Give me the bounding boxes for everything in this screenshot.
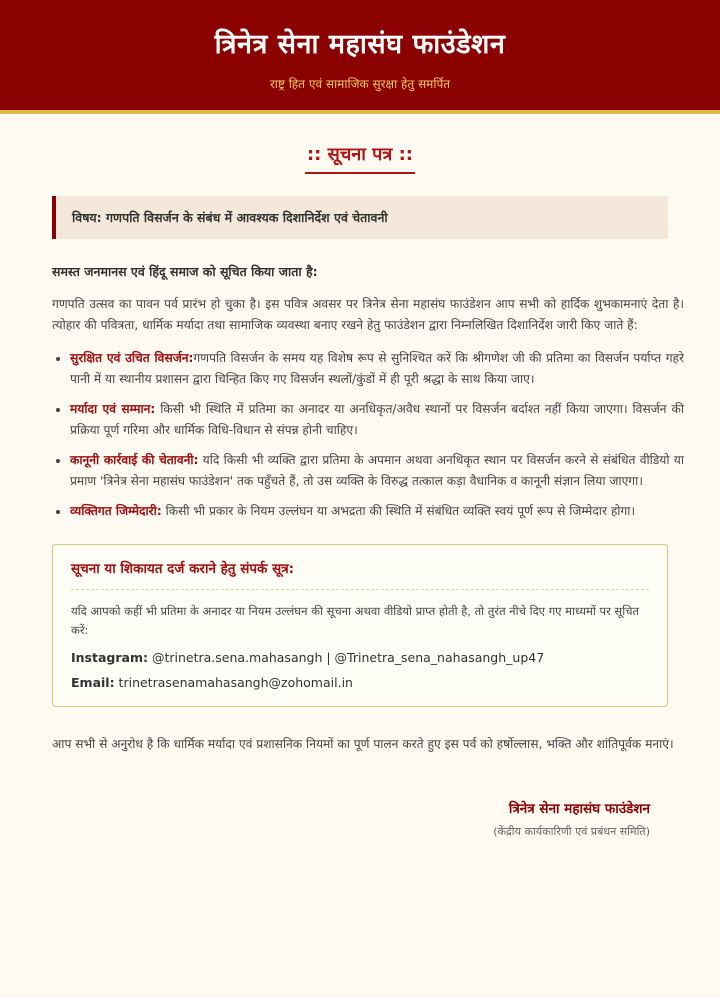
point-text: यदि किसी भी व्यक्ति द्वारा प्रतिमा के अपमान अथवा अनधिकृत स्थान पर विसर्जन करने से संबंधित वीडियो या प्रमाण 'त्रिनेत्र सेना महासंघ फाउंडेशन' तक पहुँचते हैं, तो उस व्यक्ति के विरुद्ध तत्काल कड़ा वैधानिक व कानूनी संज्ञान लिया जाएगा। [70, 453, 685, 488]
email-row [71, 675, 649, 690]
point-text: गणपति विसर्जन के समय यह विशेष रूप से सुनिश्चित करें कि श्रीगणेश जी की प्रतिमा का विसर्जन पर्याप्त गहरे पानी में या स्थानीय प्रशासन द्वारा चिन्हित किए गए विसर्जन स्थलों/कुंडों में ही पूरी श्रद्धा के साथ किया जाए। [70, 351, 685, 386]
header-banner [0, 0, 720, 114]
signature-organization: त्रिनेत्र सेना महासंघ फाउंडेशन [508, 801, 650, 817]
point-text: किसी भी प्रकार के नियम उल्लंघन या अभद्रता की स्थिति में संबंधित व्यक्ति स्वयं पूर्ण रूप से जिम्मेदार होगा। [161, 504, 636, 518]
point-title: कानूनी कार्रवाई की चेतावनी: [70, 453, 199, 467]
contact-description: यदि आपको कहीं भी प्रतिमा के अनादर या नियम उल्लंघन की सूचना अथवा वीडियो प्राप्त होती है, तो तुरंत नीचे दिए गए माध्यमों पर सूचित करें: [71, 604, 640, 637]
instagram-row [71, 650, 649, 665]
instagram-handles[interactable]: @trinetra.sena.mahasangh | @Trinetra_sena_nahasangh_up47 [147, 650, 545, 665]
point-title: मर्यादा एवं सम्मान: [70, 402, 156, 416]
organization-title: त्रिनेत्र सेना महासंघ फाउंडेशन [214, 29, 506, 60]
signature-block [0, 799, 650, 839]
email-address[interactable]: trinetrasenamahasangh@zohomail.in [114, 675, 353, 690]
contact-box [52, 544, 668, 707]
point-title: सुरक्षित एवं उचित विसर्जन: [70, 351, 194, 365]
guidelines-list [52, 348, 684, 522]
list-item [70, 399, 684, 441]
notice-body [52, 263, 684, 522]
point-title: व्यक्तिगत जिम्मेदारी: [70, 504, 162, 518]
instagram-label: Instagram: [71, 650, 148, 665]
organization-tagline: राष्ट्र हित एवं सामाजिक सुरक्षा हेतु समर्पित [269, 77, 451, 91]
closing-section [52, 733, 684, 755]
point-text: किसी भी स्थिति में प्रतिमा का अनादर या अनधिकृत/अवैध स्थानों पर विसर्जन बर्दाश्त नहीं किया जाएगा। विसर्जन की प्रक्रिया पूर्ण गरिमा और धार्मिक विधि-विधान से संपन्न होनी चाहिए। [70, 402, 684, 437]
email-label: Email: [71, 675, 115, 690]
contact-heading: सूचना या शिकायत दर्ज कराने हेतु संपर्क सूत्र: [71, 559, 649, 590]
notice-title-wrapper [0, 142, 720, 174]
closing-paragraph: आप सभी से अनुरोध है कि धार्मिक मर्यादा एवं प्रशासनिक नियमों का पूर्ण पालन करते हुए इस पर्व को हर्षोल्लास, भक्ति और शांतिपूर्वक मनाएं। [52, 737, 674, 751]
list-item [70, 450, 684, 492]
subject-box: विषय: गणपति विसर्जन के संबंध में आवश्यक दिशानिर्देश एवं चेतावनी [52, 196, 668, 239]
signature-department: (केंद्रीय कार्यकारिणी एवं प्रबंधन समिति) [493, 825, 650, 838]
list-item [70, 348, 684, 390]
intro-paragraph: गणपति उत्सव का पावन पर्व प्रारंभ हो चुका है। इस पवित्र अवसर पर त्रिनेत्र सेना महासंघ फाउंडेशन आप सभी को हार्दिक शुभकामनाएं देता है। त्योहार की पवित्रता, धार्मिक मर्यादा तथा सामाजिक व्यवस्था बनाए रखने हेतु फाउंडेशन द्वारा निम्नलिखित दिशानिर्देश जारी किए जाते हैं: [52, 297, 684, 332]
notice-title: :: सूचना पत्र :: [305, 142, 415, 174]
list-item [70, 501, 684, 522]
intro-line: समस्त जनमानस एवं हिंदू समाज को सूचित किया जाता है: [52, 264, 318, 279]
